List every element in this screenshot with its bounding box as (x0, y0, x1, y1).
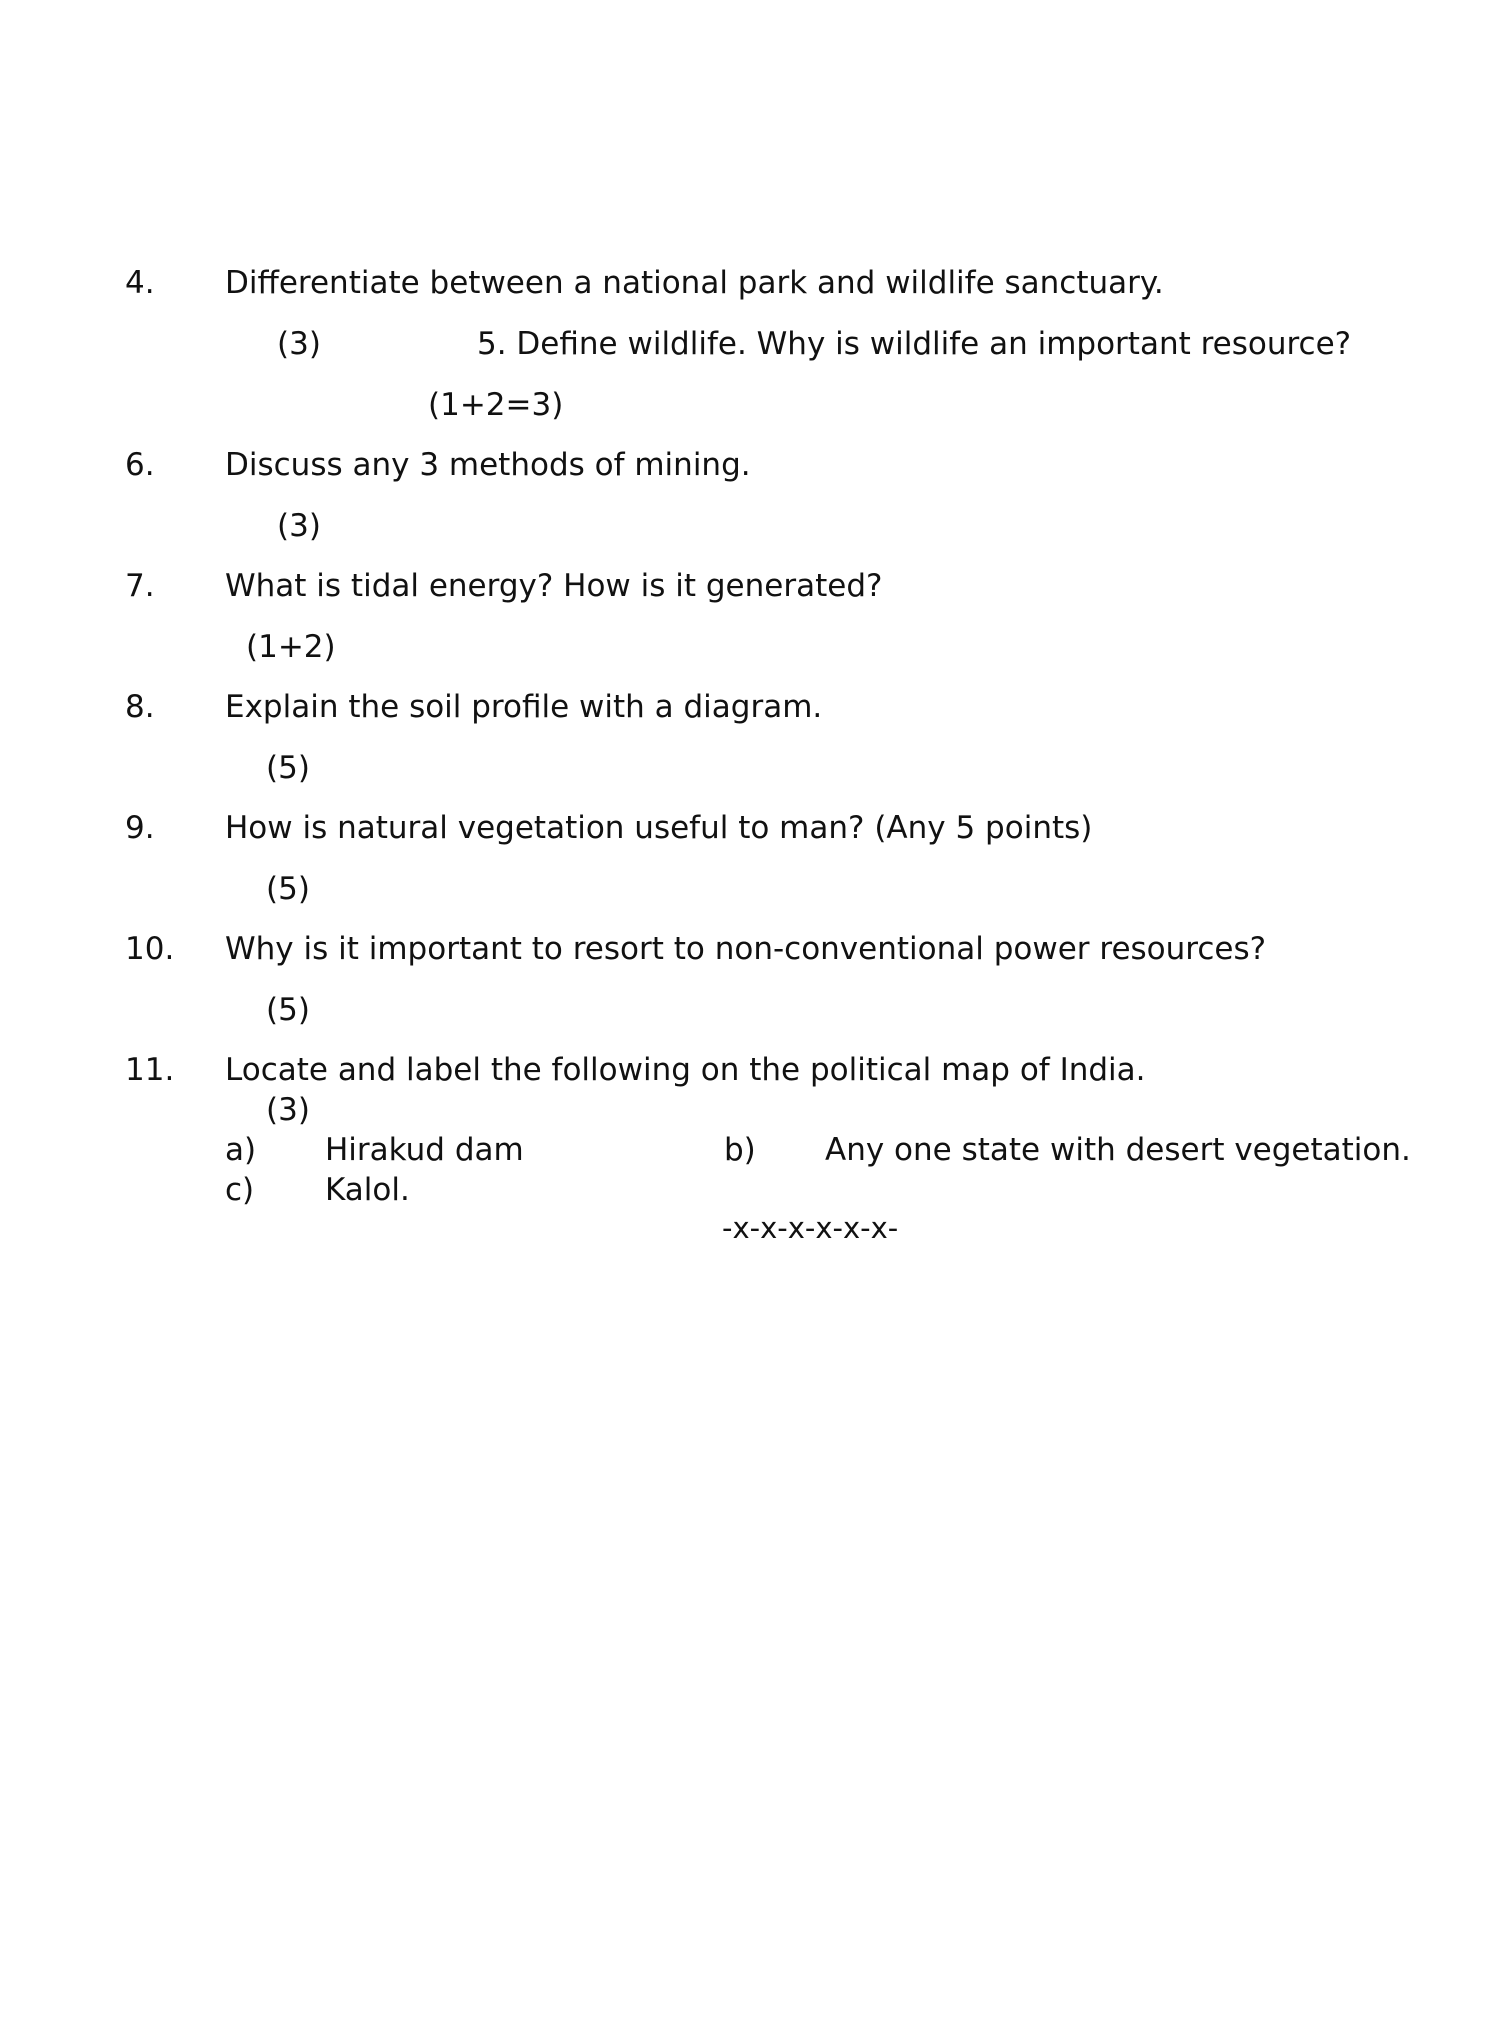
question-7-text: What is tidal energy? How is it generated? (225, 568, 883, 604)
question-5-text: 5. Define wildlife. Why is wildlife an important resource? (477, 326, 1352, 362)
question-6-number: 6. (125, 447, 155, 483)
question-4-number: 4. (125, 265, 155, 301)
question-5-marks: (1+2=3) (428, 387, 564, 423)
option-c-label: c) (225, 1172, 255, 1208)
question-9-marks: (5) (266, 871, 310, 907)
option-b-text: Any one state with desert vegetation. (825, 1132, 1411, 1168)
question-8-text: Explain the soil profile with a diagram. (225, 689, 823, 725)
question-10-text: Why is it important to resort to non-conventional power resources? (225, 931, 1267, 967)
question-7-marks: (1+2) (246, 629, 336, 665)
question-9-text: How is natural vegetation useful to man? (Any 5 points) (225, 810, 1093, 846)
question-7-number: 7. (125, 568, 155, 604)
question-4-marks: (3) (277, 326, 321, 362)
end-of-paper-mark: -x-x-x-x-x-x- (722, 1211, 899, 1245)
question-4-text: Differentiate between a national park and wildlife sanctuary. (225, 265, 1164, 301)
question-8-marks: (5) (266, 750, 310, 786)
option-b-label: b) (724, 1132, 756, 1168)
question-6-text: Discuss any 3 methods of mining. (225, 447, 751, 483)
question-11-number: 11. (125, 1052, 175, 1088)
question-8-number: 8. (125, 689, 155, 725)
question-10-number: 10. (125, 931, 175, 967)
question-10-marks: (5) (266, 992, 310, 1028)
option-a-text: Hirakud dam (325, 1132, 524, 1168)
question-6-marks: (3) (277, 508, 321, 544)
question-11-text: Locate and label the following on the political map of India. (225, 1052, 1146, 1088)
option-c-text: Kalol. (325, 1172, 410, 1208)
question-9-number: 9. (125, 810, 155, 846)
option-a-label: a) (225, 1132, 257, 1168)
question-11-marks: (3) (266, 1092, 310, 1128)
